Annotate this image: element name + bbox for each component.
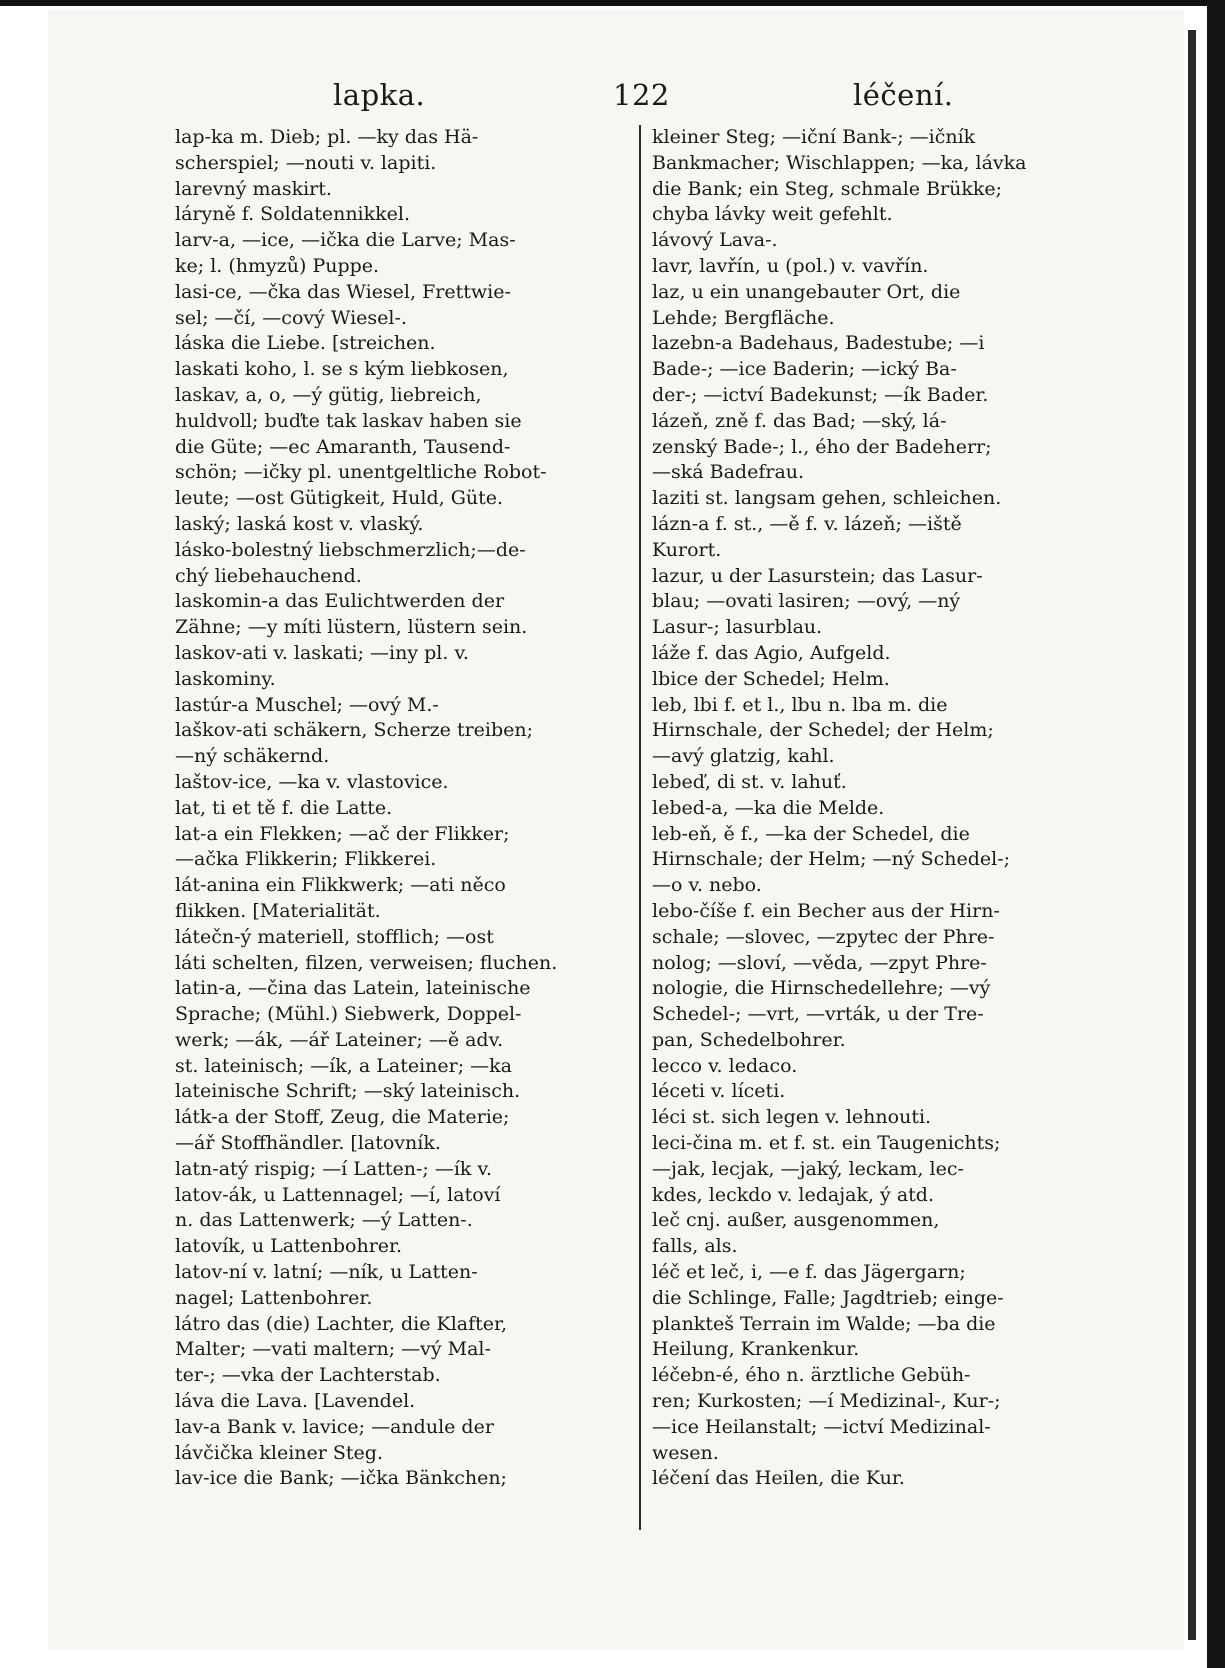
- dictionary-line: —ačka Flikkerin; Flikkerei.: [175, 848, 437, 871]
- dictionary-line: Bankmacher; Wischlappen; —ka, lávka: [652, 151, 1027, 174]
- dictionary-line: —ář Stoffhändler. [latovník.: [175, 1132, 441, 1155]
- page-number: 122: [613, 78, 670, 112]
- dictionary-line: Bade-; —ice Baderin; —ický Ba-: [652, 358, 957, 381]
- dictionary-line: wesen.: [652, 1441, 719, 1464]
- dictionary-line: Lehde; Bergfläche.: [652, 306, 835, 329]
- dictionary-line: —ice Heilanstalt; —ictví Medizinal-: [652, 1415, 991, 1438]
- dictionary-line: lebo-číše f. ein Becher aus der Hirn-: [652, 899, 1000, 922]
- dictionary-line: blau; —ovati lasiren; —ový, —ný: [652, 590, 961, 613]
- page-header: [48, 68, 1184, 118]
- dictionary-line: Zähne; —y míti lüstern, lüstern sein.: [175, 616, 528, 639]
- dictionary-line: lecco v. ledaco.: [652, 1054, 798, 1077]
- dictionary-line: lat, ti et tě f. die Latte.: [175, 796, 393, 819]
- right-guide-word: léčení.: [853, 78, 954, 112]
- dictionary-line: lávčička kleiner Steg.: [175, 1441, 383, 1464]
- dictionary-line: die Schlinge, Falle; Jagdtrieb; einge-: [652, 1286, 1004, 1309]
- scan-top-edge: [0, 0, 1225, 6]
- dictionary-line: láryně f. Soldatennikkel.: [175, 203, 411, 226]
- dictionary-line: laskov-ati v. laskati; —iny pl. v.: [175, 641, 469, 664]
- dictionary-line: werk; —ák, —ář Lateiner; —ě adv.: [175, 1028, 504, 1051]
- left-column: [175, 125, 635, 1492]
- dictionary-line: —ný schäkernd.: [175, 745, 330, 768]
- dictionary-line: leb, lbi f. et l., lbu n. lba m. die: [652, 693, 948, 716]
- dictionary-line: lbice der Schedel; Helm.: [652, 667, 890, 690]
- dictionary-line: falls, als.: [652, 1235, 738, 1258]
- dictionary-line: Hirnschale, der Schedel; der Helm;: [652, 719, 994, 742]
- dictionary-line: scherspiel; —nouti v. lapiti.: [175, 151, 437, 174]
- dictionary-line: lazur, u der Lasurstein; das Lasur-: [652, 564, 983, 587]
- dictionary-line: plankteš Terrain im Walde; —ba die: [652, 1312, 996, 1335]
- dictionary-line: lastúr-a Muschel; —ový M.-: [175, 693, 439, 716]
- dictionary-line: Kurort.: [652, 538, 722, 561]
- dictionary-line: laz, u ein unangebauter Ort, die: [652, 280, 961, 303]
- dictionary-line: latov-ní v. latní; —ník, u Latten-: [175, 1261, 478, 1284]
- dictionary-line: pan, Schedelbohrer.: [652, 1028, 846, 1051]
- dictionary-line: lázn-a f. st., —ě f. v. lázeň; —iště: [652, 512, 962, 535]
- dictionary-line: latovík, u Lattenbohrer.: [175, 1235, 403, 1258]
- dictionary-line: laškov-ati schäkern, Scherze treiben;: [175, 719, 534, 742]
- dictionary-line: lebed-a, —ka die Melde.: [652, 796, 885, 819]
- dictionary-line: látečn-ý materiell, stofflich; —ost: [175, 925, 494, 948]
- dictionary-line: léceti v. líceti.: [652, 1080, 786, 1103]
- dictionary-line: der-; —ictví Badekunst; —ík Bader.: [652, 383, 989, 406]
- dictionary-line: laštov-ice, —ka v. vlastovice.: [175, 770, 449, 793]
- dictionary-line: nagel; Lattenbohrer.: [175, 1286, 373, 1309]
- dictionary-line: larevný maskirt.: [175, 177, 332, 200]
- dictionary-line: láva die Lava. [Lavendel.: [175, 1390, 416, 1413]
- dictionary-line: lázeň, zně f. das Bad; —ský, lá-: [652, 409, 947, 432]
- dictionary-line: léci st. sich legen v. lehnouti.: [652, 1106, 932, 1129]
- dictionary-line: lateinische Schrift; —ský lateinisch.: [175, 1080, 521, 1103]
- dictionary-line: —jak, lecjak, —jaký, leckam, lec-: [652, 1157, 964, 1180]
- dictionary-line: nolog; —sloví, —věda, —zpyt Phre-: [652, 951, 987, 974]
- dictionary-line: leci-čina m. et f. st. ein Taugenichts;: [652, 1132, 1001, 1155]
- dictionary-line: lát-anina ein Flikkwerk; —ati něco: [175, 874, 506, 897]
- dictionary-line: lap-ka m. Dieb; pl. —ky das Hä-: [175, 126, 479, 148]
- dictionary-line: lat-a ein Flekken; —ač der Flikker;: [175, 822, 510, 845]
- dictionary-line: laský; laská kost v. vlaský.: [175, 512, 424, 535]
- dictionary-line: n. das Lattenwerk; —ý Latten-.: [175, 1209, 473, 1232]
- dictionary-line: lav-ice die Bank; —ička Bänkchen;: [175, 1467, 507, 1490]
- dictionary-line: leč cnj. außer, ausgenommen,: [652, 1209, 940, 1232]
- dictionary-line: zenský Bade-; l., ého der Badeherr;: [652, 435, 992, 458]
- dictionary-line: chyba lávky weit gefehlt.: [652, 203, 893, 226]
- dictionary-line: léč et leč, i, —e f. das Jägergarn;: [652, 1261, 966, 1284]
- dictionary-line: laskominy.: [175, 667, 276, 690]
- dictionary-line: laziti st. langsam gehen, schleichen.: [652, 487, 1002, 510]
- dictionary-line: —o v. nebo.: [652, 874, 762, 897]
- dictionary-line: die Güte; —ec Amaranth, Tausend-: [175, 435, 511, 458]
- dictionary-line: schale; —slovec, —zpytec der Phre-: [652, 925, 995, 948]
- dictionary-line: latn-atý rispig; —í Latten-; —ík v.: [175, 1157, 493, 1180]
- dictionary-line: larv-a, —ice, —ička die Larve; Mas-: [175, 229, 516, 252]
- dictionary-line: st. lateinisch; —ík, a Lateiner; —ka: [175, 1054, 512, 1077]
- dictionary-line: Malter; —vati maltern; —vý Mal-: [175, 1338, 491, 1361]
- dictionary-line: lazebn-a Badehaus, Badestube; —i: [652, 332, 985, 355]
- dictionary-line: láže f. das Agio, Aufgeld.: [652, 641, 891, 664]
- scan-right-edge: [1207, 0, 1225, 1668]
- dictionary-line: Hirnschale; der Helm; —ný Schedel-;: [652, 848, 1011, 871]
- dictionary-line: léčení das Heilen, die Kur.: [652, 1467, 905, 1490]
- scan-binding-strip: [1188, 30, 1196, 1640]
- dictionary-line: laskati koho, l. se s kým liebkosen,: [175, 358, 509, 381]
- dictionary-line: léčebn-é, ého n. ärztliche Gebüh-: [652, 1364, 971, 1387]
- left-guide-word: lapka.: [333, 78, 426, 112]
- dictionary-line: chý liebehauchend.: [175, 564, 362, 587]
- dictionary-line: ke; l. (hmyzů) Puppe.: [175, 254, 380, 277]
- right-column: [652, 125, 1120, 1492]
- dictionary-line: látro das (die) Lachter, die Klafter,: [175, 1312, 508, 1335]
- dictionary-line: látk-a der Stoff, Zeug, die Materie;: [175, 1106, 510, 1129]
- dictionary-line: láska die Liebe. [streichen.: [175, 332, 436, 355]
- dictionary-line: lásko-bolestný liebschmerzlich;—de-: [175, 538, 526, 561]
- dictionary-line: latov-ák, u Lattennagel; —í, latoví: [175, 1183, 501, 1206]
- dictionary-line: leb-eň, ě f., —ka der Schedel, die: [652, 822, 970, 845]
- dictionary-line: lávový Lava-.: [652, 229, 778, 252]
- column-divider: [639, 125, 641, 1530]
- dictionary-line: nologie, die Hirnschedellehre; —vý: [652, 977, 991, 1000]
- dictionary-line: Lasur-; lasurblau.: [652, 616, 823, 639]
- dictionary-line: lavr, lavřín, u (pol.) v. vavřín.: [652, 254, 929, 277]
- dictionary-line: sel; —čí, —cový Wiesel-.: [175, 306, 407, 329]
- dictionary-line: lav-a Bank v. lavice; —andule der: [175, 1415, 494, 1438]
- dictionary-line: ter-; —vka der Lachterstab.: [175, 1364, 441, 1387]
- dictionary-line: —avý glatzig, kahl.: [652, 745, 835, 768]
- dictionary-line: kleiner Steg; —iční Bank-; —ičník: [652, 126, 976, 148]
- dictionary-line: láti schelten, filzen, verweisen; fluchen.: [175, 951, 558, 974]
- dictionary-line: lebeď, di st. v. lahuť.: [652, 770, 847, 793]
- dictionary-line: latin-a, —čina das Latein, lateinische: [175, 977, 531, 1000]
- dictionary-line: huldvoll; buďte tak laskav haben sie: [175, 409, 522, 432]
- dictionary-line: Schedel-; —vrt, —vrták, u der Tre-: [652, 1003, 984, 1026]
- dictionary-line: Sprache; (Mühl.) Siebwerk, Doppel-: [175, 1003, 522, 1026]
- dictionary-line: lasi-ce, —čka das Wiesel, Frettwie-: [175, 280, 511, 303]
- dictionary-line: Heilung, Krankenkur.: [652, 1338, 860, 1361]
- dictionary-line: ren; Kurkosten; —í Medizinal-, Kur-;: [652, 1390, 1001, 1413]
- dictionary-line: die Bank; ein Steg, schmale Brükke;: [652, 177, 1003, 200]
- dictionary-line: schön; —ičky pl. unentgeltliche Robot-: [175, 461, 547, 484]
- dictionary-line: —ská Badefrau.: [652, 461, 805, 484]
- dictionary-line: laskomin-a das Eulichtwerden der: [175, 590, 505, 613]
- dictionary-line: flikken. [Materialität.: [175, 899, 381, 922]
- dictionary-line: leute; —ost Gütigkeit, Huld, Güte.: [175, 487, 504, 510]
- dictionary-line: kdes, leckdo v. ledajak, ý atd.: [652, 1183, 934, 1206]
- dictionary-line: laskav, a, o, —ý gütig, liebreich,: [175, 383, 482, 406]
